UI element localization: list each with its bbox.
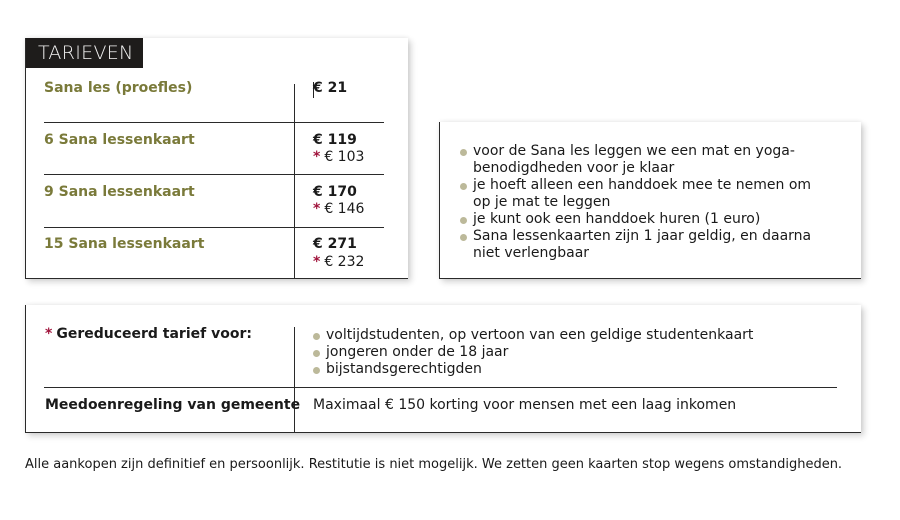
rate-label-proefles: Sana les (proefles) [44, 80, 193, 96]
column-divider [294, 327, 295, 432]
reduced-price: € 146 [324, 201, 365, 217]
info-item: Sana lessenkaarten zijn 1 jaar geldig, en daarna niet verlengbaar [460, 228, 830, 262]
bullet-icon [313, 350, 320, 357]
tarieven-panel [25, 38, 408, 279]
info-item: je kunt ook een handdoek huren (1 euro) [460, 211, 830, 228]
info-panel [439, 122, 861, 279]
asterisk-icon: * [313, 149, 321, 165]
rate-price-15-lessen: € 271 [313, 236, 357, 252]
reduced-tariff-panel [25, 305, 861, 433]
rate-price-proefles: € 21 [313, 80, 348, 96]
rate-reduced-15-lessen [313, 254, 364, 270]
bullet-icon [460, 217, 467, 224]
reduced-item: bijstandsgerechtigden [313, 361, 833, 378]
rate-reduced-9-lessen [313, 201, 364, 217]
rate-label-9-lessen: 9 Sana lessenkaart [44, 184, 195, 200]
bullet-icon [460, 149, 467, 156]
rate-reduced-6-lessen [313, 149, 364, 165]
column-divider [294, 84, 295, 278]
reduced-price: € 103 [324, 149, 365, 165]
meedoen-value: Maximaal € 150 korting voor mensen met een laag inkomen [313, 397, 737, 413]
bullet-icon [313, 367, 320, 374]
reduced-price: € 232 [324, 254, 365, 270]
row-divider [44, 122, 384, 123]
row-divider [44, 174, 384, 175]
footer-note: Alle aankopen zijn definitief en persoonlijk. Restitutie is niet mogelijk. We zetten geen kaarten stop wegens omstandigheden. [25, 457, 843, 472]
meedoen-label: Meedoenregeling van gemeente [45, 397, 301, 413]
tarieven-title: TARIEVEN [26, 38, 143, 68]
asterisk-icon: * [45, 326, 53, 342]
bullet-icon [313, 333, 320, 340]
info-list [460, 143, 830, 262]
reduced-tariff-label: * Gereduceerd tarief voor: [45, 326, 252, 342]
reduced-tariff-list [313, 327, 833, 378]
rate-price-9-lessen: € 170 [313, 184, 357, 200]
info-item: je hoeft alleen een handdoek mee te nemen om op je mat te leggen [460, 177, 830, 211]
rate-price-6-lessen: € 119 [313, 132, 357, 148]
bullet-icon [460, 183, 467, 190]
bullet-icon [460, 234, 467, 241]
row-divider [44, 387, 837, 388]
asterisk-icon: * [313, 254, 321, 270]
rate-label-6-lessen: 6 Sana lessenkaart [44, 132, 195, 148]
info-item: voor de Sana les leggen we een mat en yoga-benodigdheden voor je klaar [460, 143, 830, 177]
reduced-item: voltijdstudenten, op vertoon van een geldige studentenkaart [313, 327, 833, 344]
reduced-item: jongeren onder de 18 jaar [313, 344, 833, 361]
asterisk-icon: * [313, 201, 321, 217]
rate-label-15-lessen: 15 Sana lessenkaart [44, 236, 205, 252]
row-divider [44, 227, 384, 228]
